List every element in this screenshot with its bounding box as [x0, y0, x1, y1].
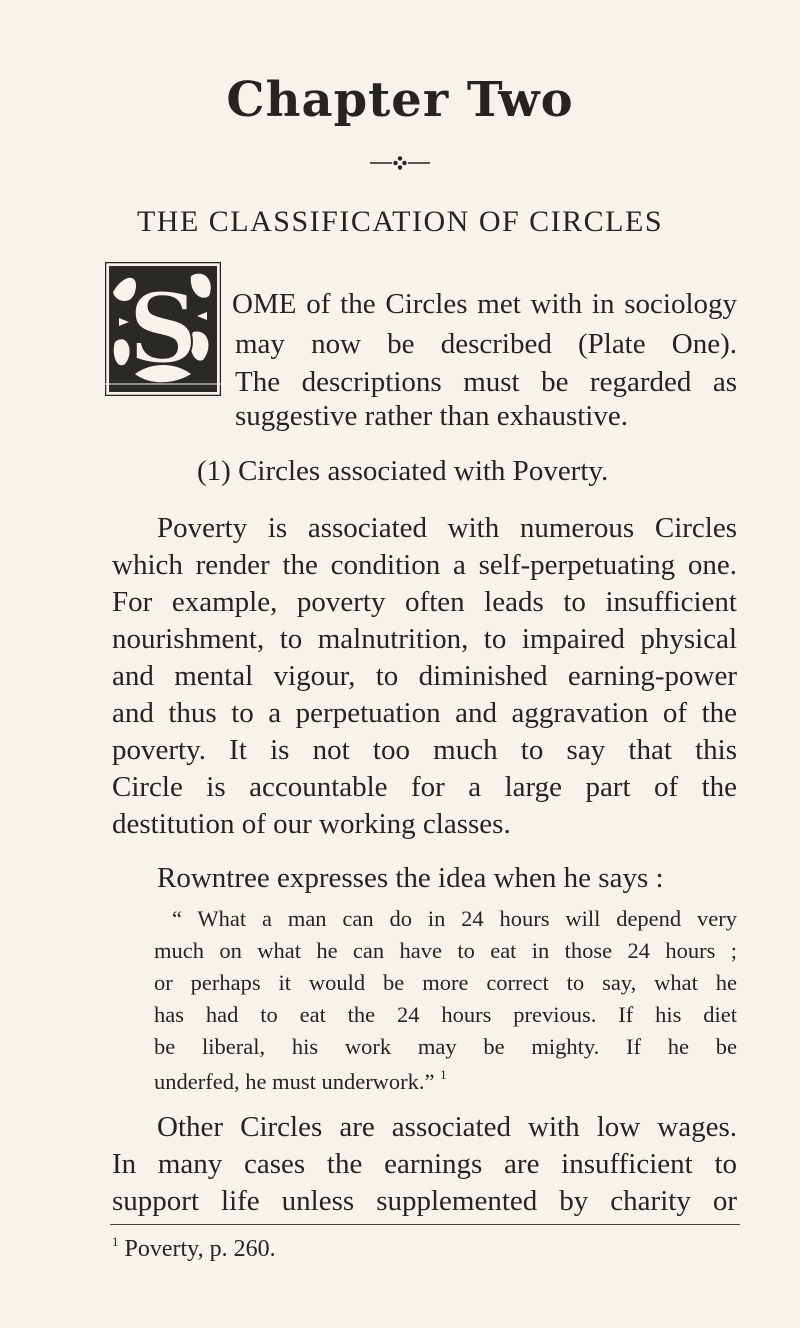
intro-line: suggestive rather than exhaustive.	[235, 400, 628, 432]
body-line: In many cases the earnings are insufficient to	[112, 1148, 737, 1180]
quote-line: or perhaps it would be more correct to say, what he	[154, 970, 737, 995]
footnote-text: Poverty, p. 260.	[124, 1236, 276, 1262]
intro-line: The descriptions must be regarded as	[235, 366, 737, 398]
quote-line: has had to eat the 24 hours previous. If his diet	[154, 1002, 737, 1027]
quote-line-last	[154, 1068, 737, 1094]
quote-line: be liberal, his work may be mighty. If he be	[154, 1034, 737, 1059]
intro-line: may now be described (Plate One).	[235, 328, 737, 360]
footnote-rule	[110, 1224, 740, 1225]
body-line: Circle is accountable for a large part of the	[112, 771, 737, 803]
body-line: poverty. It is not too much to say that this	[112, 734, 737, 766]
body-line: and mental vigour, to diminished earning-power	[112, 660, 737, 692]
body-line: Other Circles are associated with low wages.	[157, 1111, 737, 1143]
intro-line: OME of the Circles met with in sociology	[232, 288, 737, 320]
dropcap-letter: S	[128, 272, 198, 385]
section-title: THE CLASSIFICATION OF CIRCLES	[136, 205, 664, 238]
chapter-heading: Chapter Two	[226, 72, 574, 128]
body-line: Rowntree expresses the idea when he says :	[157, 862, 664, 894]
footnote	[112, 1234, 276, 1263]
quote-text: underfed, he must underwork.”	[154, 1069, 435, 1094]
body-line: and thus to a perpetuation and aggravation of the	[112, 697, 737, 729]
body-line: support life unless supplemented by charity or	[112, 1185, 737, 1217]
footnote-mark: 1	[112, 1234, 119, 1249]
body-line: destitution of our working classes.	[112, 808, 511, 840]
footnote-reference: 1	[440, 1067, 447, 1082]
dropcap-initial	[105, 262, 221, 396]
ornament-divider-icon	[370, 156, 430, 170]
subheading: (1) Circles associated with Poverty.	[197, 455, 609, 487]
body-line: nourishment, to malnutrition, to impaired physical	[112, 623, 737, 655]
body-line: For example, poverty often leads to insufficient	[112, 586, 737, 618]
body-line: which render the condition a self-perpetuating one.	[112, 549, 737, 581]
quote-line: “ What a man can do in 24 hours will depend very	[172, 906, 737, 931]
body-line: Poverty is associated with numerous Circles	[157, 512, 737, 544]
quote-line: much on what he can have to eat in those 24 hours ;	[154, 938, 737, 963]
